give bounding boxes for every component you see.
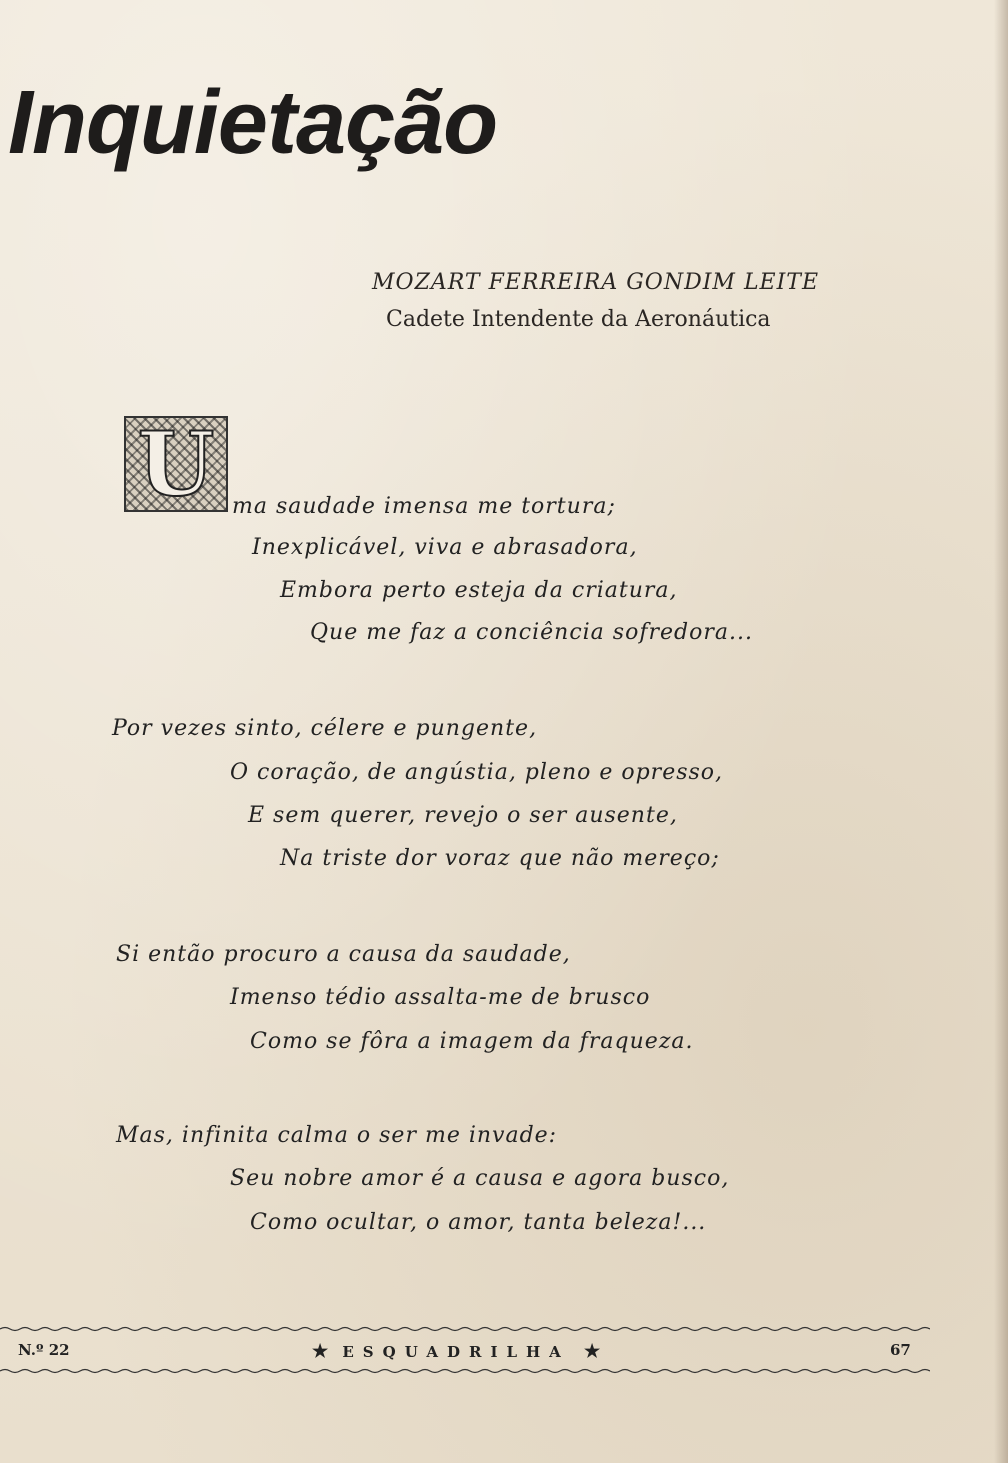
verse-line: Por vezes sinto, célere e pungente, [112, 716, 538, 741]
verse-line: Na triste dor voraz que não mereço; [280, 846, 720, 871]
footer-wavy-rule-top [0, 1326, 930, 1332]
poem-title: Inquietação [8, 73, 498, 173]
byline [372, 270, 892, 332]
star-icon: ★ [584, 1341, 601, 1362]
magazine-name-line [312, 1341, 600, 1362]
author-role: Cadete Intendente da Aeronáutica [386, 307, 771, 332]
dropcap-letter: U [137, 412, 215, 516]
verse-line: Inexplicável, viva e abrasadora, [252, 535, 638, 560]
author-name: MOZART FERREIRA GONDIM LEITE [372, 270, 820, 295]
page-number: 67 [890, 1341, 911, 1359]
verse-line: Seu nobre amor é a causa e agora busco, [230, 1166, 730, 1191]
verse-line: Imenso tédio assalta-me de brusco [230, 985, 651, 1010]
verse-line: Como se fôra a imagem da fraqueza. [250, 1029, 694, 1054]
verse-line: ma saudade imensa me tortura; [232, 494, 616, 519]
verse-line: Embora perto esteja da criatura, [280, 578, 678, 603]
magazine-name: ESQUADRILHA [342, 1343, 570, 1361]
verse-line: Si então procuro a causa da saudade, [116, 942, 571, 967]
footer-wavy-rule-bottom [0, 1368, 930, 1374]
issue-number: N.º 22 [18, 1341, 70, 1359]
verse-line: Mas, infinita calma o ser me invade: [116, 1123, 558, 1148]
verse-line: E sem querer, revejo o ser ausente, [248, 803, 678, 828]
verse-line: Como ocultar, o amor, tanta beleza!... [250, 1210, 707, 1235]
ornamental-dropcap [124, 412, 228, 516]
verse-line: O coração, de angústia, pleno e opresso, [230, 760, 724, 785]
page-edge-shadow [994, 0, 1008, 1463]
verse-line: Que me faz a conciência sofredora... [310, 620, 753, 645]
star-icon: ★ [312, 1341, 329, 1362]
